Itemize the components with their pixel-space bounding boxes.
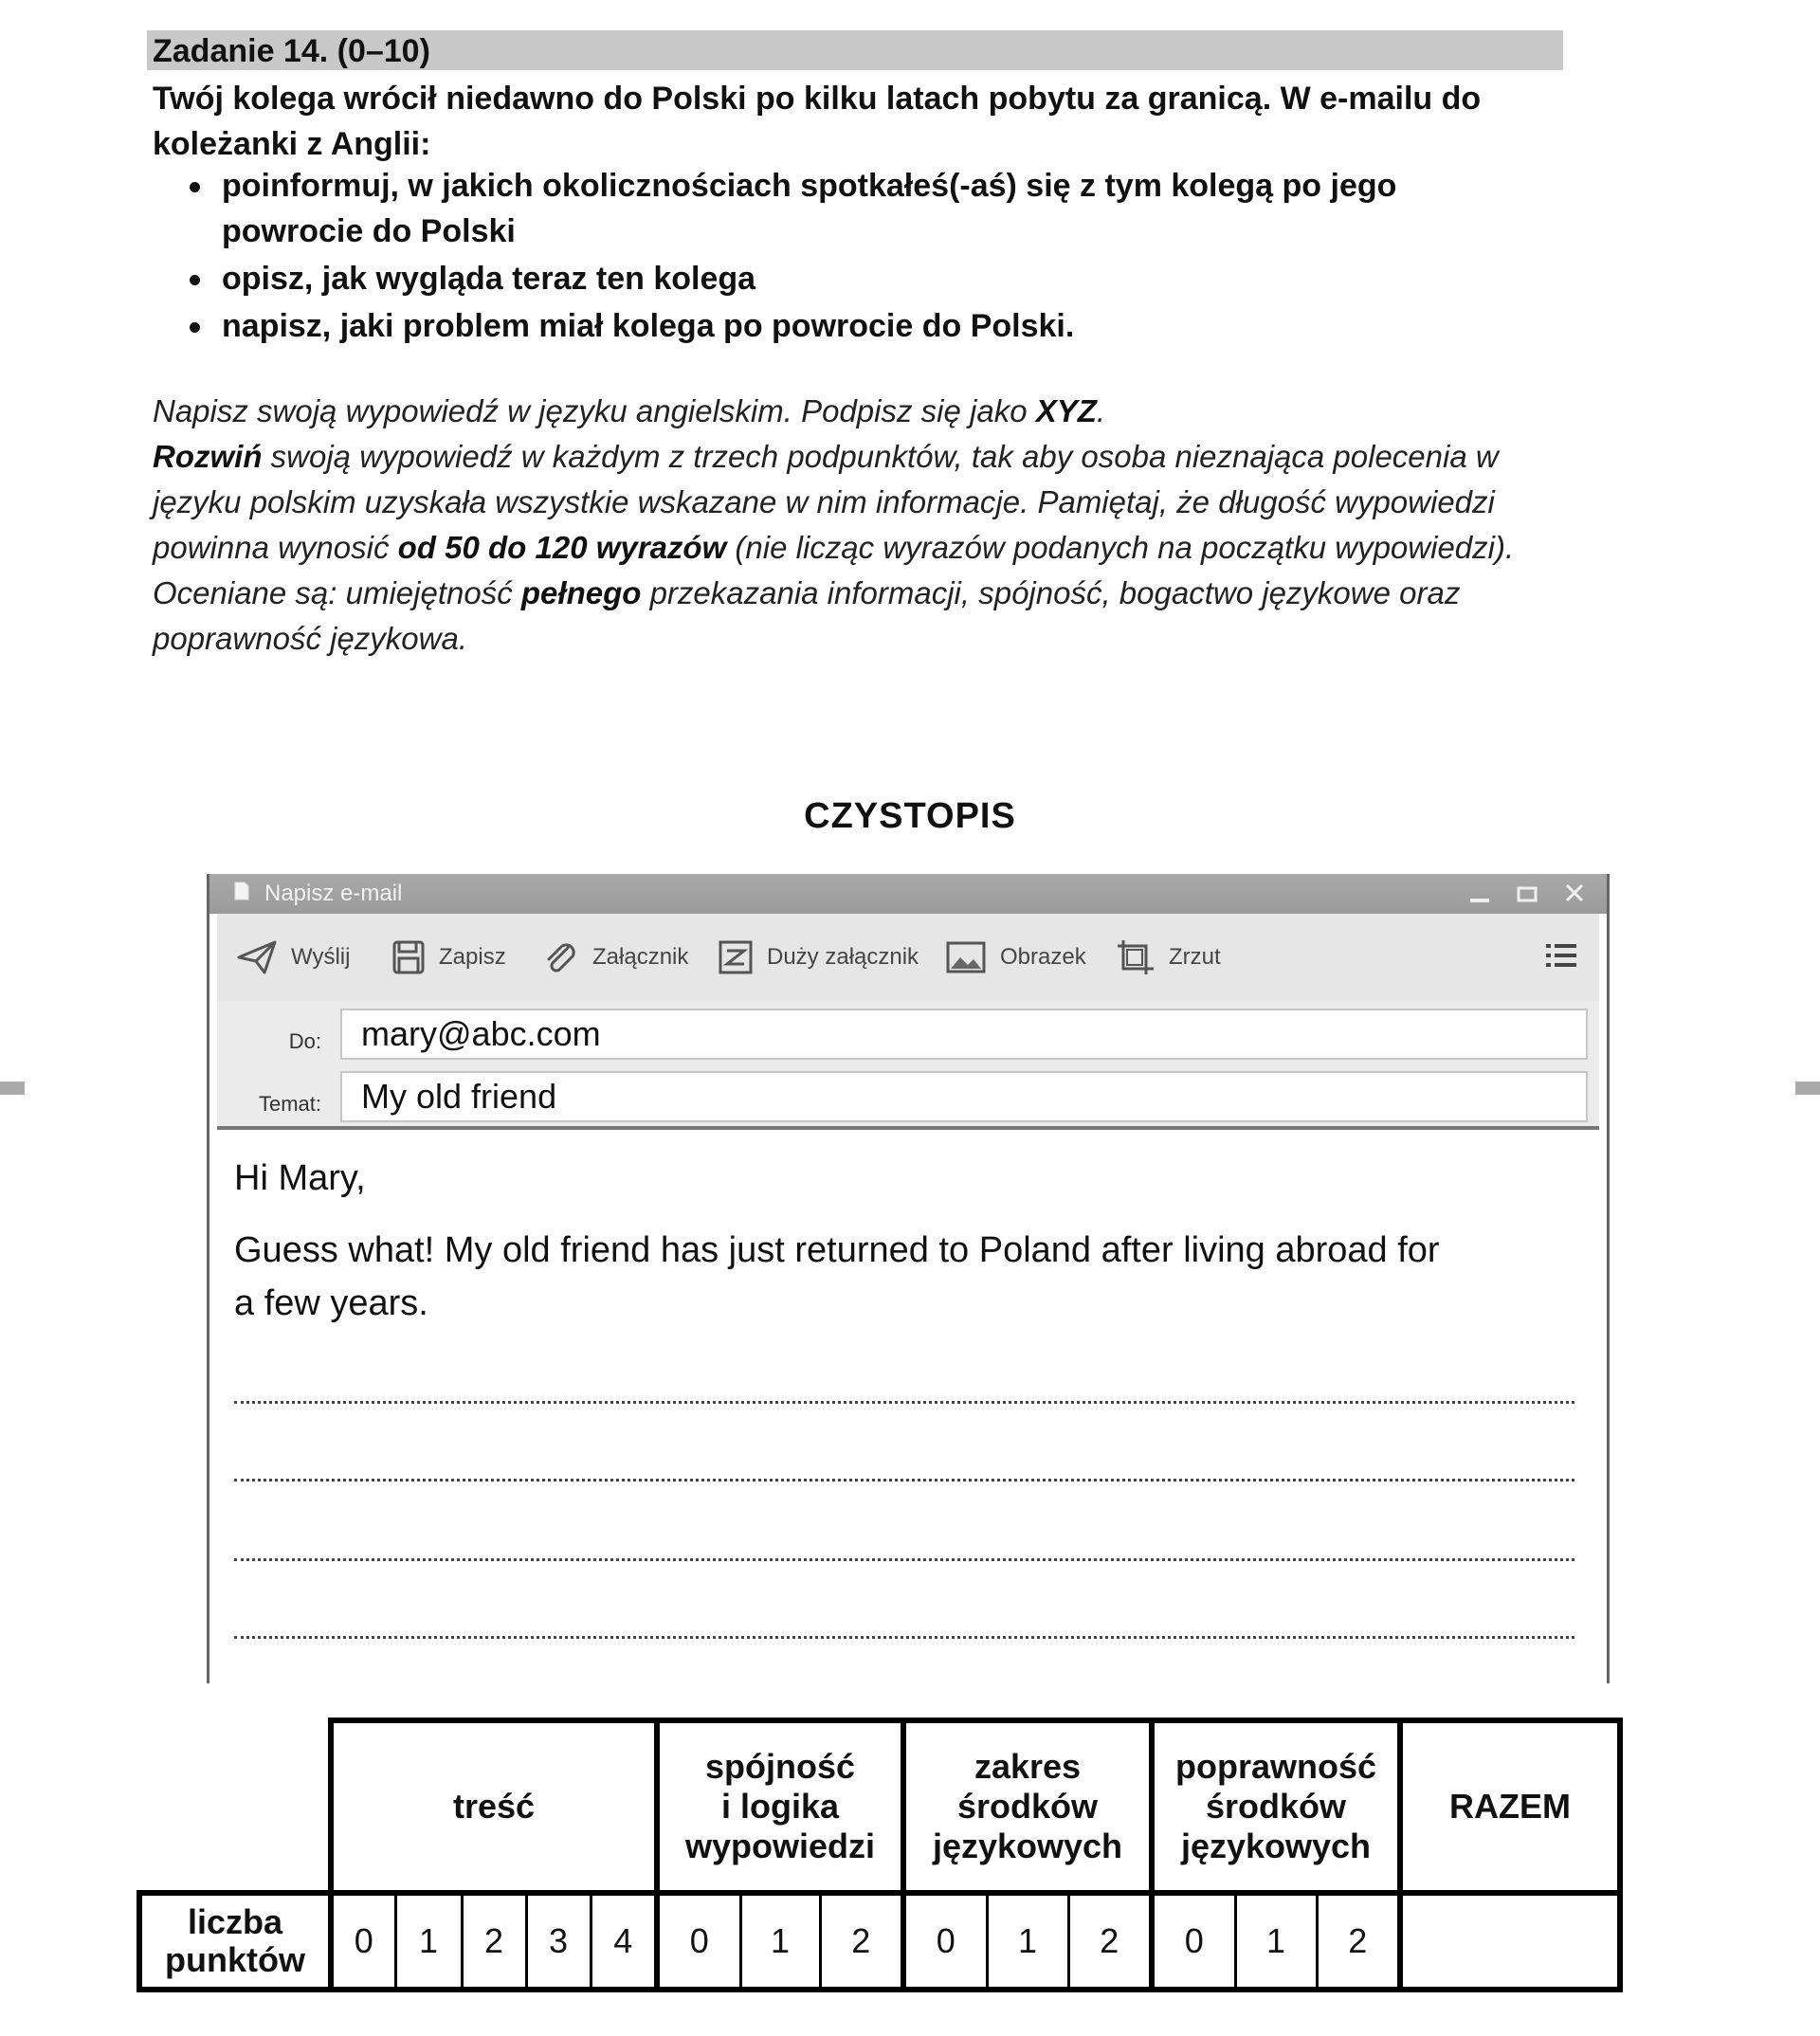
point-cell[interactable]: 1 [987, 1893, 1068, 1990]
instr-text: (nie licząc wyrazów podanych na początku wypowiedzi). Oceniane są: umiejętność [153, 530, 1515, 610]
save-label: Zapisz [439, 944, 506, 970]
header-razem: RAZEM [1400, 1720, 1620, 1893]
email-compose-window [207, 874, 1610, 1683]
image-icon [945, 940, 987, 974]
point-cell[interactable]: 0 [1152, 1893, 1235, 1990]
header-tresc: treść [331, 1720, 657, 1893]
to-field[interactable]: mary@abc.com [340, 1009, 1588, 1060]
screenshot-button[interactable] [1116, 936, 1221, 978]
point-cell[interactable]: 0 [903, 1893, 987, 1990]
window-titlebar [209, 874, 1607, 914]
bullet-item: poinformuj, w jakich okolicznościach spotkałeś(-aś) się z tym kolegą po jego powrocie do Polski [190, 163, 1536, 254]
page-margin-mark-right [1795, 1082, 1820, 1095]
instructions-paragraph-2 [153, 434, 1584, 662]
minimize-icon[interactable] [1465, 880, 1495, 908]
image-button[interactable] [945, 936, 1086, 978]
subject-label: Temat: [258, 1092, 321, 1116]
table-points-row [139, 1893, 1620, 1990]
header-line: językowych [1180, 1827, 1372, 1865]
point-cell[interactable]: 1 [740, 1893, 820, 1990]
point-cell[interactable]: 0 [331, 1893, 395, 1990]
send-label: Wyślij [291, 944, 351, 970]
instr-text: przekazania informacji, spójność, bogactwo językowe oraz poprawność językowa. [153, 575, 1461, 656]
task-intro: Twój kolega wrócił niedawno do Polski po kilku latach pobytu za granicą. W e-mailu do koleżanki z Anglii: [153, 81, 1482, 162]
answer-line[interactable] [234, 1636, 1574, 1639]
header-spojnosc [657, 1720, 903, 1893]
task-instructions [153, 389, 1584, 662]
document-icon [234, 882, 249, 900]
table-header-row [139, 1720, 1620, 1893]
bullet-item: napisz, jaki problem miał kolega po powrocie do Polski. [190, 303, 1536, 349]
header-line: językowych [932, 1827, 1123, 1865]
scoring-table [136, 1718, 1623, 1992]
screenshot-icon [1116, 938, 1156, 976]
instructions-paragraph-1 [153, 389, 1584, 434]
point-cell[interactable]: 2 [1317, 1893, 1400, 1990]
subject-field[interactable]: My old friend [340, 1071, 1588, 1122]
section-title: CZYSTOPIS [804, 796, 1016, 836]
email-body-line: a few years. [234, 1283, 428, 1323]
send-button[interactable] [236, 936, 350, 978]
header-line: zakres [974, 1747, 1082, 1786]
email-headers [217, 1001, 1599, 1130]
email-toolbar [217, 914, 1599, 1002]
big-attachment-button[interactable] [718, 936, 919, 978]
send-icon [236, 938, 278, 976]
header-line: spójność [704, 1747, 856, 1786]
header-line: poprawność [1174, 1747, 1377, 1786]
to-label: Do: [288, 1029, 321, 1053]
header-line: i logika [720, 1787, 840, 1826]
header-line: środków [1205, 1787, 1347, 1826]
answer-line[interactable] [234, 1558, 1574, 1561]
list-menu-icon[interactable] [1544, 940, 1578, 971]
task-bullets [190, 163, 1536, 351]
image-label: Obrazek [1000, 944, 1086, 970]
point-cell[interactable]: 0 [657, 1893, 740, 1990]
save-button[interactable] [391, 936, 506, 978]
close-icon[interactable] [1559, 880, 1590, 908]
window-title: Napisz e-mail [264, 881, 403, 906]
instr-bold: od 50 do 120 wyrazów [397, 530, 727, 565]
instr-text: swoją wypowiedź w każdym z trzech podpunktów, tak aby osoba nieznająca polecenia w języku polskim uzyskała wszystkie wskazane w nim informacje. Pamiętaj, że długość wypowiedzi powinna wynosić [153, 439, 1499, 565]
maximize-icon[interactable] [1512, 880, 1542, 908]
point-cell[interactable]: 1 [395, 1893, 462, 1990]
table-corner [139, 1720, 331, 1893]
point-cell[interactable]: 3 [526, 1893, 591, 1990]
big-attachment-label: Duży załącznik [767, 944, 919, 970]
instr-bold: XYZ [1035, 393, 1097, 428]
point-cell[interactable]: 2 [462, 1893, 526, 1990]
bullet-item: opisz, jak wygląda teraz ten kolega [190, 256, 1536, 301]
attachment-button[interactable] [541, 936, 688, 978]
point-cell[interactable]: 2 [820, 1893, 903, 1990]
instr-text: Napisz swoją wypowiedź w języku angielskim. Podpisz się jako [153, 393, 1036, 428]
point-cell[interactable]: 1 [1235, 1893, 1317, 1990]
header-zakres [903, 1720, 1152, 1893]
point-cell[interactable]: 2 [1068, 1893, 1152, 1990]
page-margin-mark-left [0, 1082, 25, 1095]
email-body-line: Guess what! My old friend has just returned to Poland after living abroad for [234, 1230, 1440, 1270]
row-label-points [139, 1893, 331, 1990]
answer-line[interactable] [234, 1401, 1574, 1404]
row-label-line: liczba [187, 1902, 283, 1941]
paperclip-icon [541, 938, 579, 976]
row-label-line: punktów [165, 1940, 305, 1979]
total-score-cell[interactable] [1400, 1893, 1620, 1990]
instr-bold: Rozwiń [153, 439, 263, 474]
save-icon [391, 939, 426, 975]
task-title: Zadanie 14. (0–10) [147, 30, 1563, 70]
attachment-label: Załącznik [592, 944, 689, 970]
instr-bold: pełnego [520, 575, 642, 610]
header-line: wypowiedzi [684, 1827, 876, 1865]
answer-line[interactable] [234, 1479, 1574, 1482]
instr-text: . [1096, 393, 1106, 428]
point-cell[interactable]: 4 [591, 1893, 657, 1990]
email-greeting: Hi Mary, [234, 1158, 366, 1198]
header-line: środków [956, 1787, 1099, 1826]
screenshot-label: Zrzut [1169, 944, 1221, 970]
header-poprawnosc [1152, 1720, 1400, 1893]
big-attachment-icon [718, 939, 754, 975]
